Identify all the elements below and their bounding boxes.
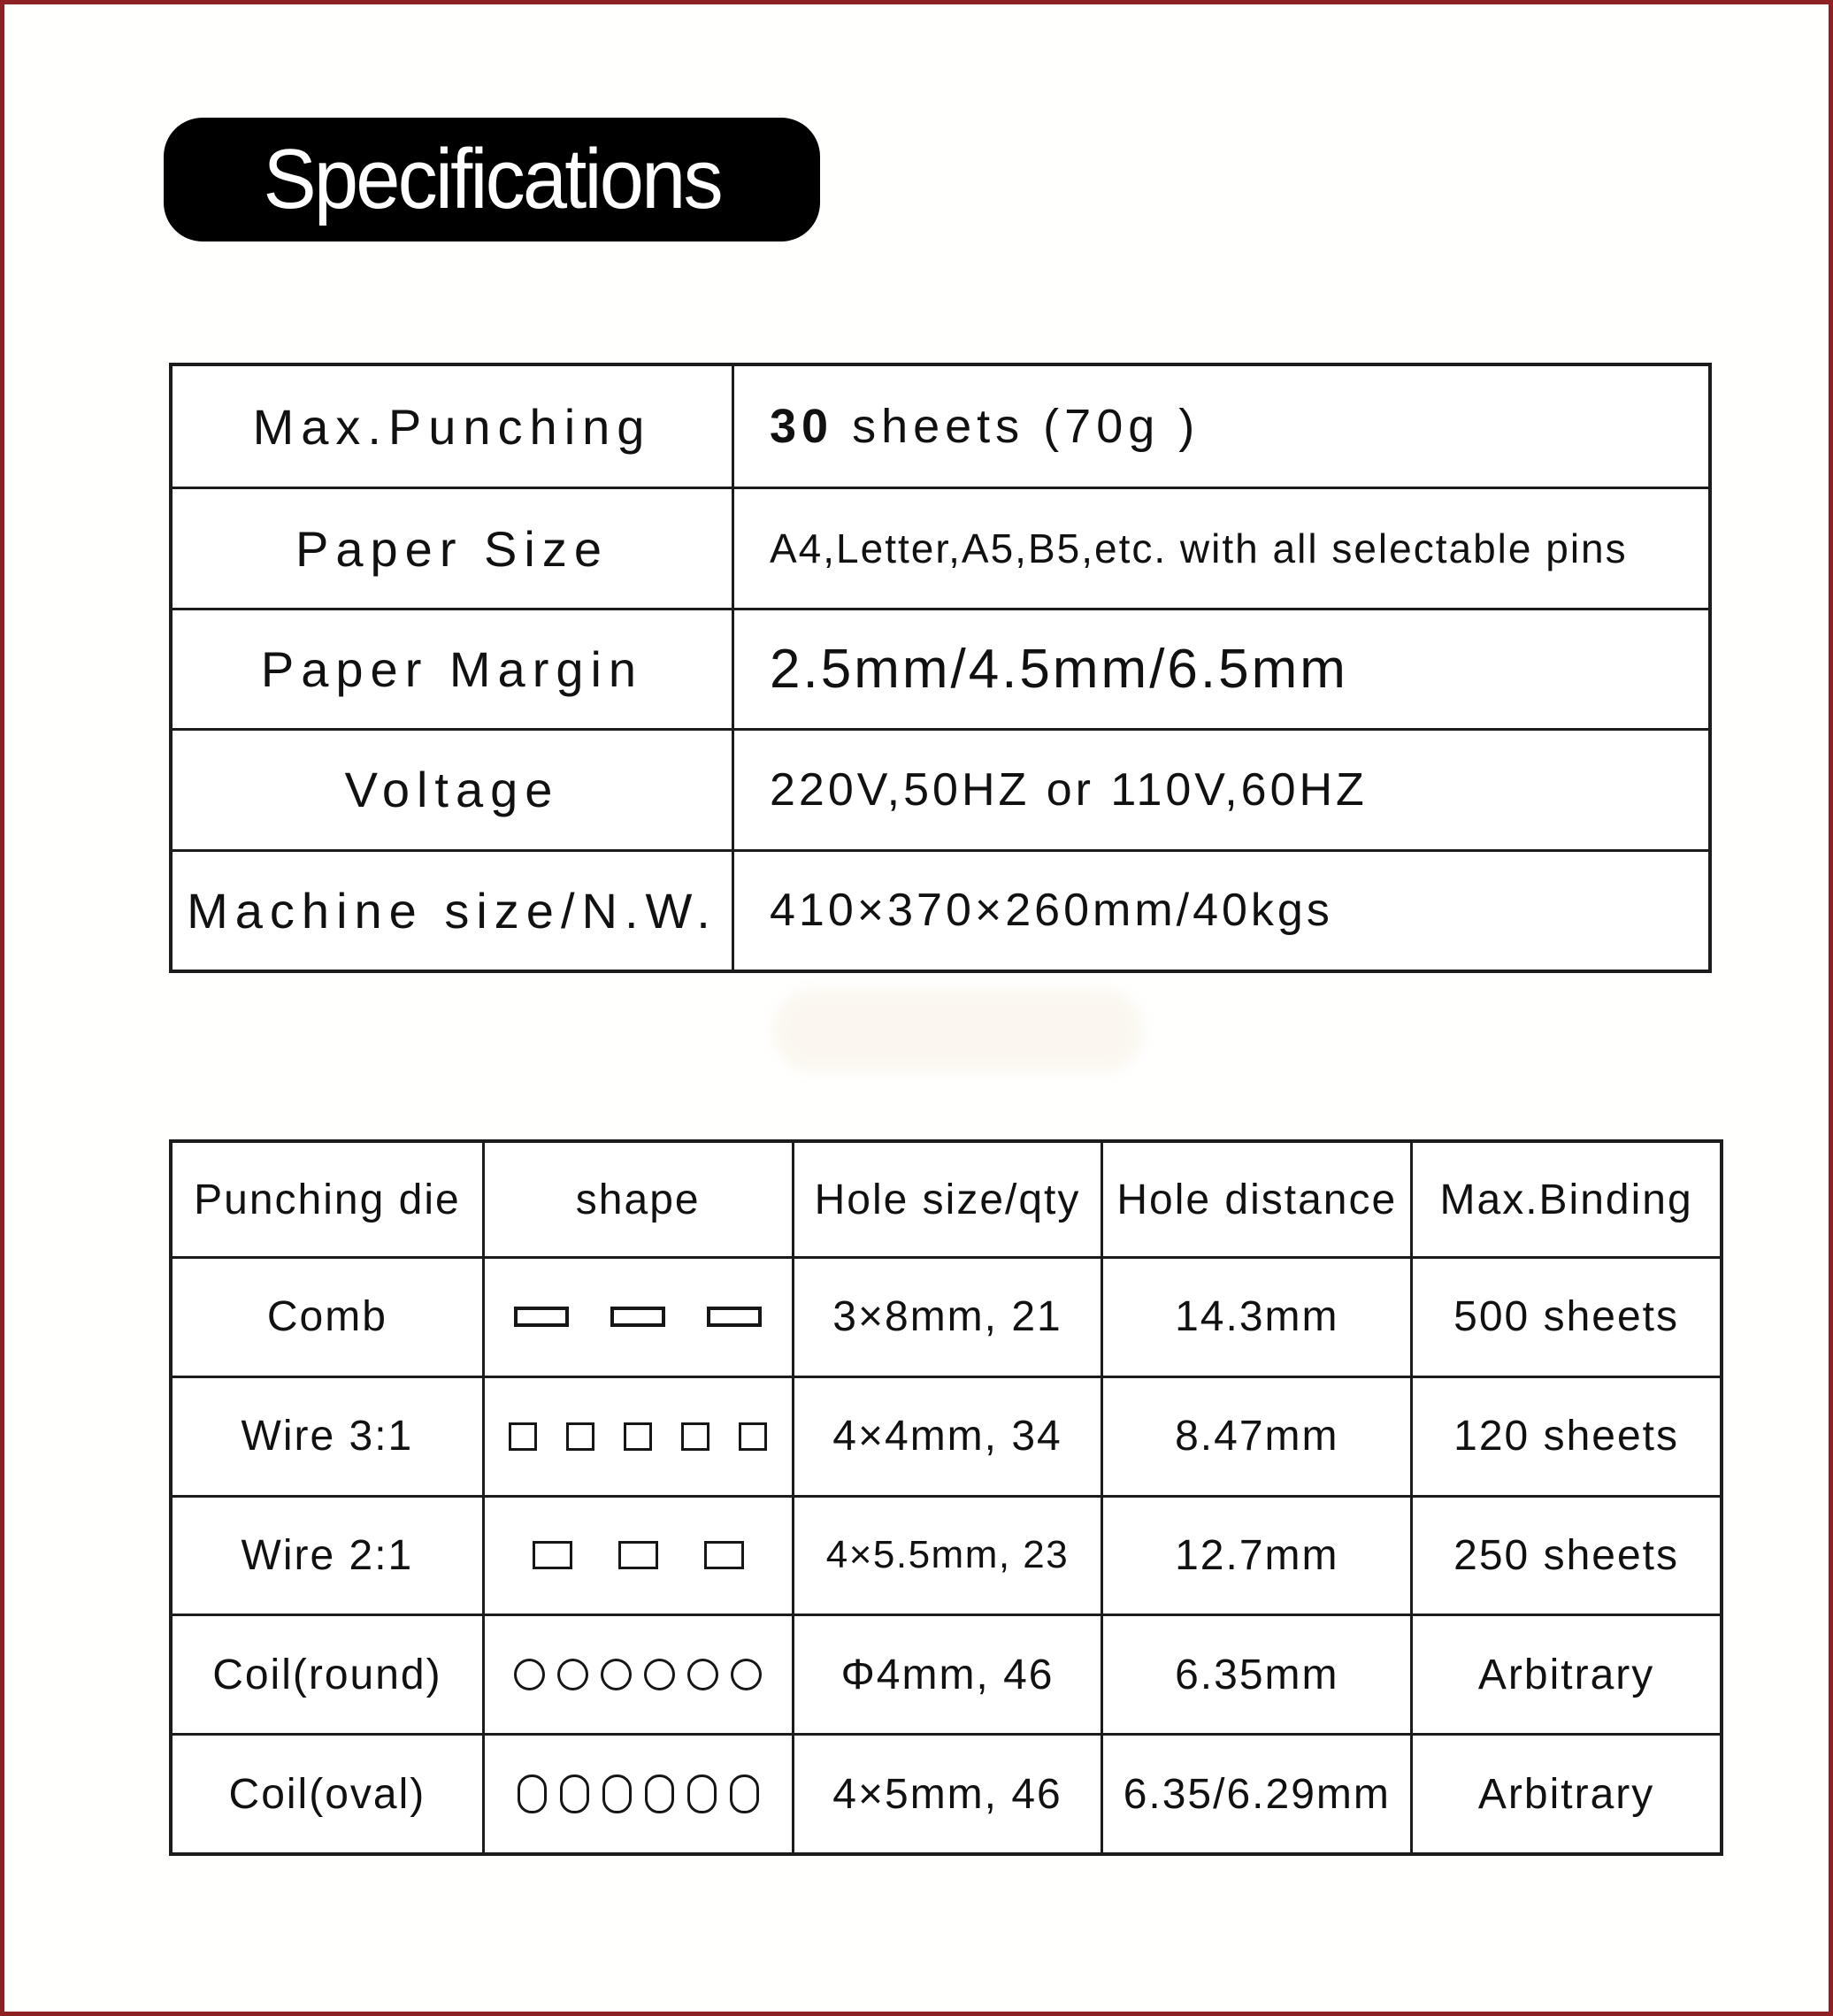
circle-glyph bbox=[644, 1659, 675, 1690]
spec-label: Paper Margin bbox=[173, 608, 732, 728]
die-table bbox=[169, 1139, 1723, 1856]
max-binding-cell: 500 sheets bbox=[1410, 1256, 1720, 1376]
spec-table bbox=[169, 363, 1712, 973]
spec-label: Machine size/N.W. bbox=[173, 849, 732, 970]
spec-label: Voltage bbox=[173, 728, 732, 848]
spec-label: Paper Size bbox=[173, 487, 732, 607]
hole-distance-cell: 8.47mm bbox=[1101, 1376, 1410, 1495]
spec-value: 220V,50HZ or 110V,60HZ bbox=[732, 728, 1708, 848]
spec-value: A4,Letter,A5,B5,etc. with all selectable pins bbox=[732, 487, 1708, 607]
rectangle-glyph bbox=[610, 1307, 665, 1327]
shape-cell bbox=[482, 1495, 792, 1614]
comb-hole-shapes bbox=[514, 1307, 762, 1327]
max-binding-cell: Arbitrary bbox=[1410, 1733, 1720, 1852]
rectangle-glyph bbox=[514, 1307, 569, 1327]
die-name-cell: Coil(oval) bbox=[173, 1733, 482, 1852]
hole-size-cell: 3×8mm, 21 bbox=[792, 1256, 1101, 1376]
die-table-header: Hole distance bbox=[1101, 1143, 1410, 1256]
circle-glyph bbox=[731, 1659, 762, 1690]
oval-glyph bbox=[687, 1775, 717, 1813]
max-binding-cell: Arbitrary bbox=[1410, 1614, 1720, 1733]
hole-size-cell: 4×5mm, 46 bbox=[792, 1733, 1101, 1852]
oval-glyph bbox=[645, 1775, 674, 1813]
oval-glyph bbox=[602, 1775, 632, 1813]
rectangle-glyph bbox=[704, 1541, 744, 1569]
shape-cell bbox=[482, 1733, 792, 1852]
spec-value-text: 30 sheets (70g ) bbox=[770, 400, 1200, 454]
hole-size-cell: 4×4mm, 34 bbox=[792, 1376, 1101, 1495]
shape-cell bbox=[482, 1376, 792, 1495]
circle-glyph bbox=[557, 1659, 588, 1690]
hole-distance-cell: 6.35mm bbox=[1101, 1614, 1410, 1733]
watermark-blob bbox=[772, 988, 1144, 1073]
shape-cell bbox=[482, 1614, 792, 1733]
die-name-cell: Wire 3:1 bbox=[173, 1376, 482, 1495]
hole-distance-cell: 6.35/6.29mm bbox=[1101, 1733, 1410, 1852]
hole-size-cell: Φ4mm, 46 bbox=[792, 1614, 1101, 1733]
die-name-cell: Wire 2:1 bbox=[173, 1495, 482, 1614]
die-table-header: shape bbox=[482, 1143, 792, 1256]
spec-value bbox=[732, 366, 1708, 487]
square-glyph bbox=[624, 1422, 652, 1451]
max-binding-cell: 120 sheets bbox=[1410, 1376, 1720, 1495]
oval-glyph bbox=[730, 1775, 759, 1813]
rectangle-glyph bbox=[707, 1307, 762, 1327]
coil-oval-hole-shapes bbox=[518, 1775, 759, 1813]
die-table-header: Punching die bbox=[194, 1176, 461, 1223]
square-glyph bbox=[566, 1422, 594, 1451]
rectangle-glyph bbox=[533, 1541, 572, 1569]
square-glyph bbox=[739, 1422, 767, 1451]
page-title: Specifications bbox=[263, 132, 721, 226]
coil-round-hole-shapes bbox=[514, 1659, 762, 1690]
oval-glyph bbox=[560, 1775, 589, 1813]
hole-distance-cell: 14.3mm bbox=[1101, 1256, 1410, 1376]
wire-3-1-hole-shapes bbox=[509, 1422, 767, 1451]
die-table-header: Max.Binding bbox=[1410, 1143, 1720, 1256]
oval-glyph bbox=[518, 1775, 547, 1813]
rectangle-glyph bbox=[618, 1541, 658, 1569]
wire-2-1-hole-shapes bbox=[533, 1541, 744, 1569]
square-glyph bbox=[509, 1422, 537, 1451]
max-binding-cell: 250 sheets bbox=[1410, 1495, 1720, 1614]
spec-value: 2.5mm/4.5mm/6.5mm bbox=[732, 608, 1708, 728]
spec-value: 410×370×260mm/40kgs bbox=[732, 849, 1708, 970]
circle-glyph bbox=[687, 1659, 718, 1690]
title-pill bbox=[164, 118, 820, 241]
hole-size-cell: 4×5.5mm, 23 bbox=[792, 1495, 1101, 1614]
circle-glyph bbox=[601, 1659, 632, 1690]
square-glyph bbox=[681, 1422, 709, 1451]
hole-distance-cell: 12.7mm bbox=[1101, 1495, 1410, 1614]
die-table-header: Hole size/qty bbox=[792, 1143, 1101, 1256]
shape-cell bbox=[482, 1256, 792, 1376]
circle-glyph bbox=[514, 1659, 545, 1690]
spec-label: Max.Punching bbox=[252, 398, 652, 455]
die-name-cell: Comb bbox=[173, 1256, 482, 1376]
die-name-cell: Coil(round) bbox=[173, 1614, 482, 1733]
